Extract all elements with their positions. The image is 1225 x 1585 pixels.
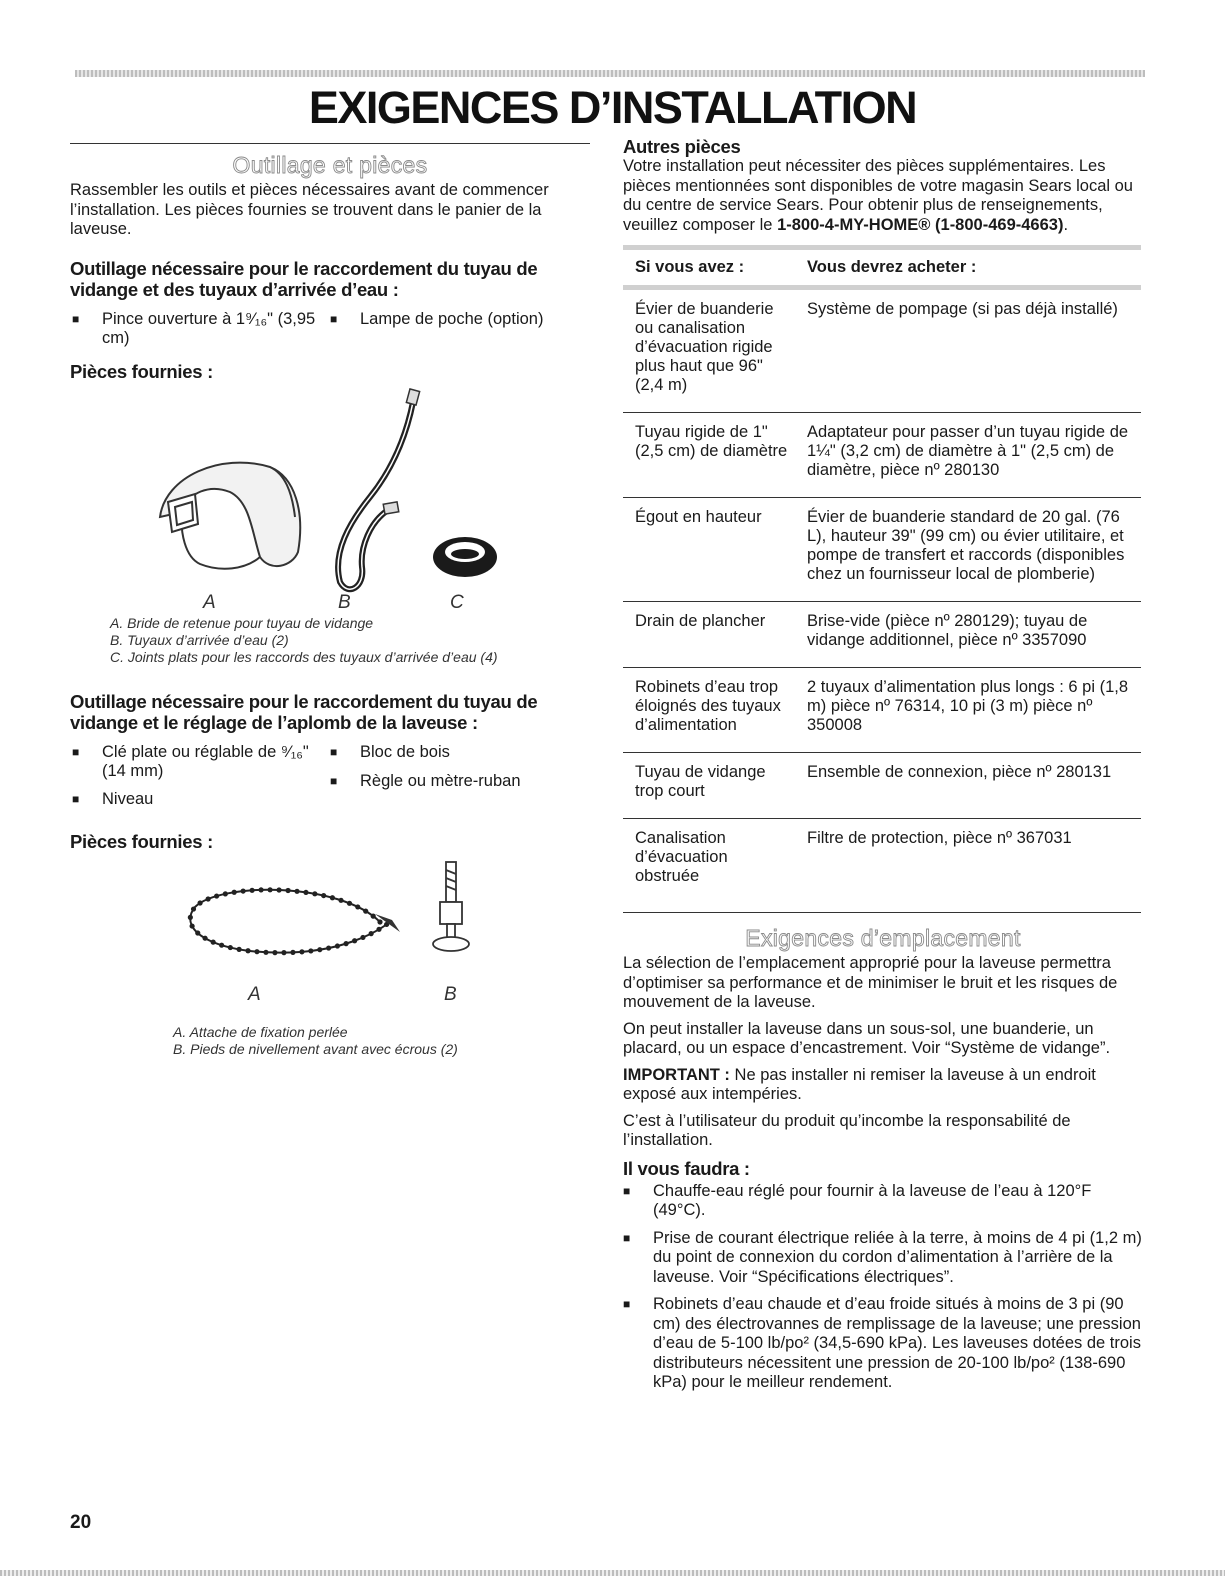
figure-2-captions: [173, 1024, 590, 1058]
table-cell: Drain de plancher: [623, 602, 795, 668]
tools-heading-leveling: Outillage nécessaire pour le raccordement du tuyau de vidange et le réglage de l’aplomb de la laveuse :: [70, 690, 538, 733]
tools-list-leveling: [70, 743, 590, 818]
table-row: [623, 288, 1141, 413]
beaded-tie-drawing: [188, 887, 400, 955]
table-cell: Robinets d’eau trop éloignés des tuyaux d’alimentation: [623, 668, 795, 753]
tools-heading-hoses: Outillage nécessaire pour le raccordement du tuyau de vidange et des tuyaux d’arrivée d’eau :: [70, 257, 538, 300]
table-cell: Filtre de protection, pièce nº 367031: [795, 819, 1141, 913]
bead-dot: [369, 931, 374, 936]
bead-dot: [347, 901, 352, 906]
bead-dot: [232, 890, 237, 895]
bead-dot: [237, 947, 242, 952]
page-title: EXIGENCES D’INSTALLATION: [308, 82, 917, 133]
bead-dot: [191, 906, 196, 911]
table-cell: Tuyau de vidange trop court: [623, 753, 795, 819]
bead-dot: [263, 950, 268, 955]
top-rule: [75, 70, 1145, 77]
bead-dot: [258, 887, 263, 892]
list-item: ■ Lampe de poche (option): [328, 310, 578, 349]
bullet-square-icon: ■: [330, 744, 338, 759]
column-header: Si vous avez :: [623, 248, 795, 288]
bullet-square-icon: ■: [623, 1230, 631, 1245]
bead-dot: [343, 941, 348, 946]
section-heading-tools: Outillage et pièces: [232, 152, 428, 178]
bead-dot: [294, 889, 299, 894]
bead-dot: [245, 948, 250, 953]
supplied-parts-figure-1: [70, 382, 590, 617]
bead-dot: [352, 938, 357, 943]
parts-table: [623, 245, 1141, 913]
bullet-square-icon: ■: [72, 744, 80, 759]
bullet-square-icon: ■: [72, 311, 80, 326]
other-parts-intro: Votre installation peut nécessiter des pièces supplémentaires. Les pièces mentionnées sont disponibles de votre magasin Sears local ou du centre de service Sears. Pour obtenir plus de renseignements, veuillez composer le 1-800-4-MY-HOME® (1-800-469-4663).: [623, 157, 1133, 234]
hoses-illustration: [70, 382, 590, 617]
bead-dot: [206, 896, 211, 901]
list-item: ■ Clé plate ou réglable de ⁹⁄₁₆" (14 mm): [72, 742, 309, 780]
list-item: ■ Prise de courant électrique reliée à la terre, à moins de 4 pi (1,2 m) du point de connexion du cordon d’alimentation à l’arrière de la laveuse. Voir “Spécifications électriques”.: [623, 1228, 1142, 1286]
bead-dot: [211, 940, 216, 945]
table-cell: Évier de buanderie ou canalisation d’évacuation rigide plus haut que 96" (2,4 m): [623, 288, 795, 413]
bead-dot: [272, 950, 277, 955]
bead-dot: [303, 890, 308, 895]
table-cell: Tuyau rigide de 1" (2,5 cm) de diamètre: [623, 413, 795, 498]
important-label: IMPORTANT :: [623, 1065, 730, 1084]
list-item: ■ Règle ou mètre-ruban: [330, 772, 521, 790]
bead-dot: [249, 888, 254, 893]
flat-washer-drawing: [433, 537, 497, 577]
section-heading-location: Exigences d’emplacement: [745, 925, 1021, 951]
table-row: [623, 498, 1141, 602]
leveling-foot-drawing: [433, 862, 469, 951]
bead-dot: [338, 898, 343, 903]
location-para-1: La sélection de l’emplacement approprié pour la laveuse permettra d’optimiser sa performance et de minimiser le bruit et les risques de mouvement de la laveuse.: [623, 954, 1118, 1011]
bead-dot: [254, 949, 259, 954]
list-item: ■ Robinets d’eau chaude et d’eau froide situés à moins de 3 pi (90 cm) des électrovannes de remplissage de la laveuse; une pression d’eau de 5-100 lb/po² (34,5-690 kPa). Les laveuses dotées de trois distributeurs nécessitent une pression de 20-100 lb/po² (138-690 kPa) pour le meilleur rendement.: [623, 1295, 1141, 1391]
bead-dot: [202, 936, 207, 941]
right-column: [623, 136, 1143, 1393]
bead-dot: [312, 891, 317, 896]
bullet-square-icon: ■: [330, 774, 338, 788]
bead-dot: [308, 948, 313, 953]
table-row: [623, 753, 1141, 819]
drain-hose-clip-drawing: [160, 462, 300, 568]
important-note: IMPORTANT : Ne pas installer ni remiser la laveuse à un endroit exposé aux intempéries.: [623, 1065, 1096, 1103]
bead-dot: [371, 914, 376, 919]
bottom-rule: [0, 1570, 1225, 1576]
bead-dot: [376, 927, 381, 932]
table-row: [623, 668, 1141, 753]
bead-dot: [355, 904, 360, 909]
page-number: 20: [70, 1512, 92, 1533]
bead-dot: [228, 945, 233, 950]
column-header: Vous devrez acheter :: [795, 248, 1141, 288]
caption: A. Attache de fixation perlée: [173, 1024, 348, 1040]
bead-dot: [285, 888, 290, 893]
bead-dot: [197, 900, 202, 905]
table-row: [623, 602, 1141, 668]
bead-dot: [267, 887, 272, 892]
left-column: [70, 140, 590, 1058]
supplied-parts-heading: Pièces fournies :: [70, 360, 213, 382]
figure-label-c: C: [450, 591, 464, 613]
bead-dot: [360, 935, 365, 940]
bead-dot: [188, 915, 193, 920]
table-cell: Égout en hauteur: [623, 498, 795, 602]
table-cell: Canalisation d’évacuation obstruée: [623, 819, 795, 913]
table-cell: Évier de buanderie standard de 20 gal. (76 L), hauteur 39" (99 cm) ou évier utilitaire, et pompe de transfert et raccords (disponibles chez un fournisseur local de plomberie): [795, 498, 1141, 602]
figure-label-b: B: [338, 591, 351, 613]
caption: B. Pieds de nivellement avant avec écrous (2): [173, 1041, 458, 1057]
bead-dot: [335, 943, 340, 948]
figure-label-a: A: [203, 591, 216, 613]
bead-dot: [330, 895, 335, 900]
list-item: ■ Chauffe-eau réglé pour fournir à la laveuse de l’eau à 120°F (49°C).: [623, 1181, 1092, 1219]
bead-dot: [317, 947, 322, 952]
bead-dot: [377, 919, 382, 924]
inlet-hose-drawing: [338, 388, 420, 588]
bead-dot: [290, 950, 295, 955]
table-row: [623, 413, 1141, 498]
bullet-square-icon: ■: [72, 791, 80, 806]
bead-dot: [363, 909, 368, 914]
bead-dot: [223, 891, 228, 896]
list-item: ■ Bloc de bois: [330, 742, 450, 761]
tools-intro: Rassembler les outils et pièces nécessaires avant de commencer l’installation. Les pièces fournies se trouvent dans le panier de la laveuse.: [70, 181, 549, 238]
location-para-3: C’est à l’utilisateur du produit qu’incombe la responsabilité de l’installation.: [623, 1111, 1071, 1149]
table-cell: Système de pompage (si pas déjà installé): [795, 288, 1141, 413]
supplied-parts-heading: Pièces fournies :: [70, 831, 213, 852]
section-rule: [70, 143, 590, 144]
bead-dot: [219, 943, 224, 948]
bead-dot: [299, 949, 304, 954]
location-para-2: On peut installer la laveuse dans un sous-sol, une buanderie, un placard, ou un espace d’encastrement. Voir “Système de vidange”.: [623, 1019, 1111, 1057]
caption: C. Joints plats pour les raccords des tuyaux d’arrivée d’eau (4): [110, 648, 498, 665]
bead-dot: [276, 887, 281, 892]
caption: A. Bride de retenue pour tuyau de vidange: [110, 614, 374, 631]
table-row: [623, 819, 1141, 913]
tie-and-feet-illustration: [70, 852, 590, 1002]
figure-label-b: B: [444, 984, 457, 1005]
table-cell: 2 tuyaux d’alimentation plus longs : 6 pi (1,8 m) pièce nº 76314, 10 pi (3 m) pièce nº 350008: [795, 668, 1141, 753]
figure-1-captions: [110, 615, 590, 666]
caption: B. Tuyaux d’arrivée d’eau (2): [110, 631, 289, 648]
requirements-list: [623, 1182, 1143, 1393]
bead-dot: [281, 950, 286, 955]
table-header-row: [623, 248, 1141, 288]
bead-dot: [326, 945, 331, 950]
bead-dot: [241, 888, 246, 893]
table-cell: Brise-vide (pièce nº 280129); tuyau de vidange additionnel, pièce nº 3357090: [795, 602, 1141, 668]
supplied-parts-figure-2: [70, 852, 590, 1022]
table-cell: Ensemble de connexion, pièce nº 280131: [795, 753, 1141, 819]
phone-number: 1-800-4-MY-HOME® (1-800-469-4663): [777, 215, 1064, 234]
list-item: ■ Niveau: [72, 789, 154, 808]
list-item: ■ Pince ouverture à 1⁹⁄₁₆" (3,95 cm): [72, 309, 316, 347]
tools-list-hoses: [70, 310, 590, 357]
bead-dot: [321, 893, 326, 898]
requirements-heading: Il vous faudra :: [623, 1157, 750, 1179]
bead-dot: [214, 893, 219, 898]
bead-dot: [190, 923, 195, 928]
other-parts-heading: Autres pièces: [623, 136, 741, 157]
bullet-square-icon: ■: [623, 1297, 631, 1311]
bullet-square-icon: ■: [623, 1183, 631, 1198]
table-cell: Adaptateur pour passer d’un tuyau rigide de 1¼" (3,2 cm) de diamètre à 1" (2,5 cm) de diamètre, pièce nº 280130: [795, 413, 1141, 498]
bullet-square-icon: ■: [330, 311, 338, 326]
figure-label-a: A: [248, 984, 261, 1005]
bead-dot: [195, 930, 200, 935]
